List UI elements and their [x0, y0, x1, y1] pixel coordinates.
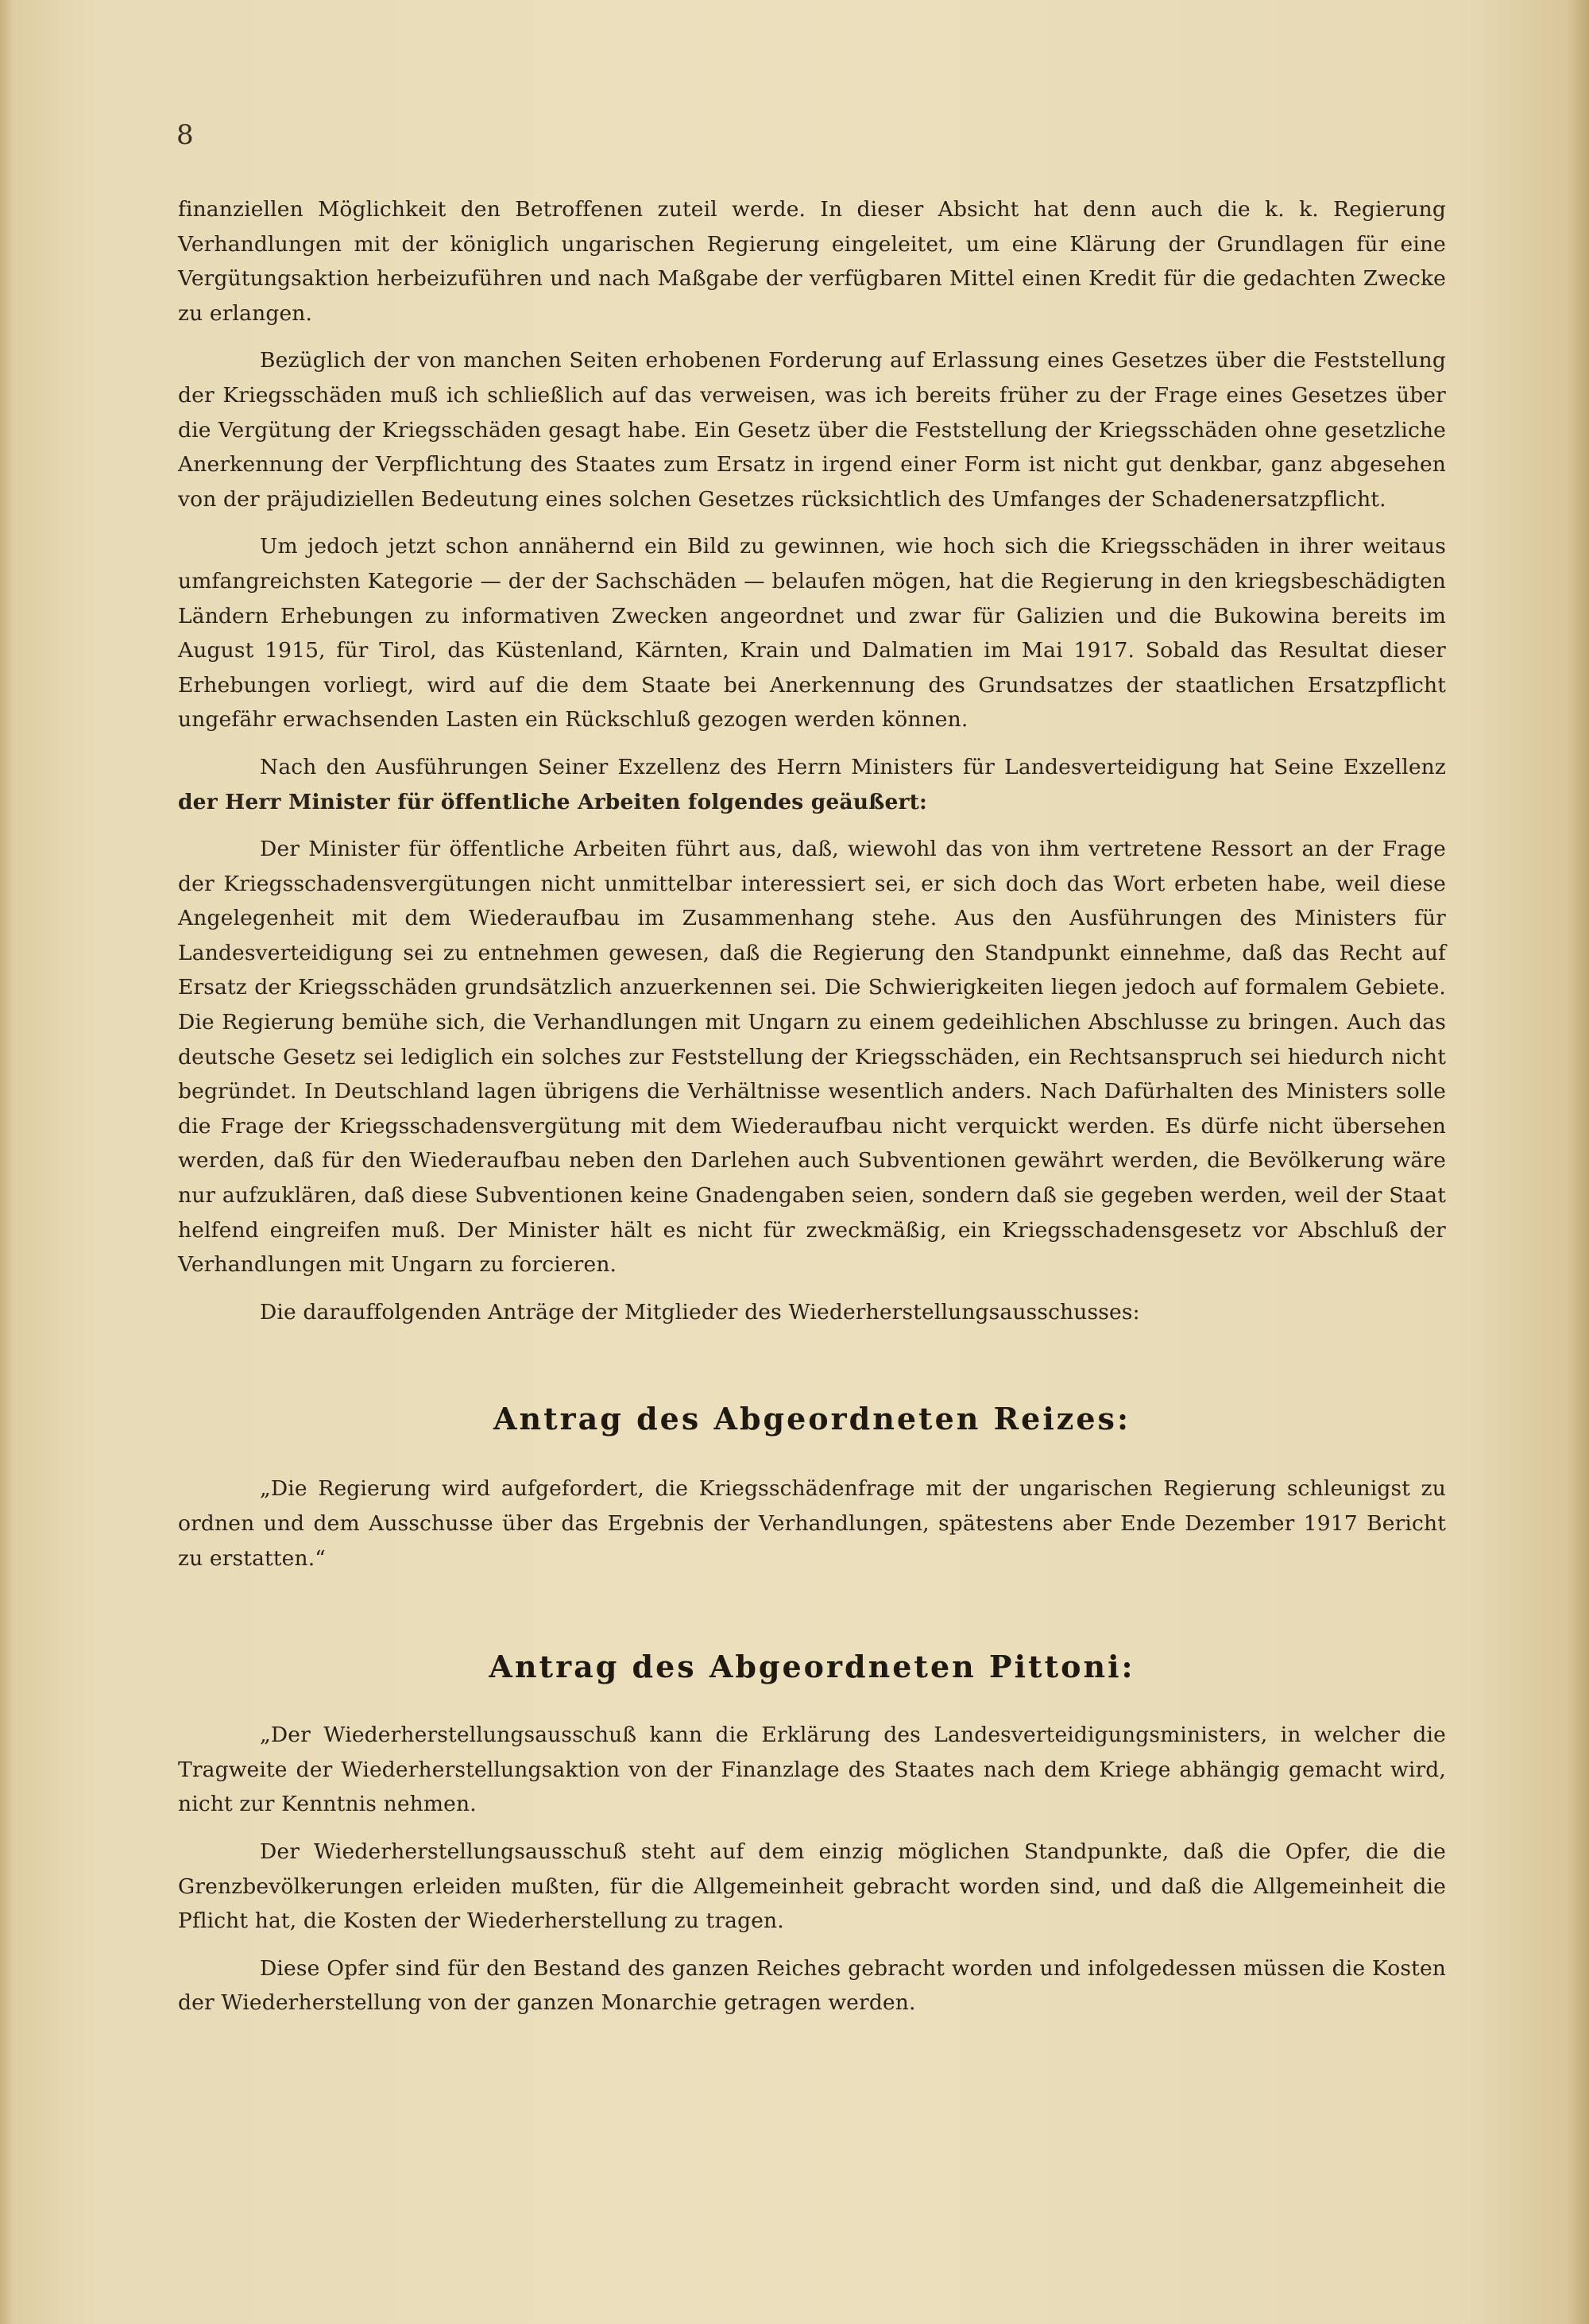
- motion-pittoni-paragraph-3: Diese Opfer sind für den Bestand des ganzen Reiches gebracht worden und infolgedessen müssen die Kosten der Wiederherstellung von der ganzen Monarchie getragen werden.: [178, 1955, 1446, 2016]
- minister-intro-text: Nach den Ausführungen Seiner Exzellenz des Herrn Ministers für Landesverteidigung hat Seine Exzellenz: [260, 754, 1446, 779]
- paragraph-motions-intro: Die darauffolgenden Anträge der Mitglieder des Wiederherstellungsausschusses:: [260, 1299, 1140, 1324]
- motion-reizes-text: „Die Regierung wird aufgefordert, die Kriegsschädenfrage mit der ungarischen Regierung schleunigst zu ordnen und dem Ausschusse über das Ergebnis der Verhandlungen, spätestens aber Ende Dezember 1917 Bericht zu erstatten.“: [178, 1476, 1446, 1571]
- motion-pittoni-paragraph-2: Der Wiederherstellungsausschuß steht auf dem einzig möglichen Standpunkte, daß die Opfer, die die Grenzbevölkerungen erleiden mußten, für die Allgemeinheit gebracht worden sind, und daß die Allgemeinheit die Pflicht hat, die Kosten der Wiederherstellung zu tragen.: [178, 1839, 1446, 1934]
- motion-reizes-heading: Antrag des Abgeordneten Reizes:: [493, 1401, 1131, 1437]
- motion-pittoni-paragraph-1: „Der Wiederherstellungsausschuß kann die Erklärung des Landesverteidigungsministers, in welcher die Tragweite der Wiederherstellungsaktion von der Finanzlage des Staates nach dem Kriege abhängig gemacht wird, nicht zur Kenntnis nehmen.: [178, 1723, 1446, 1817]
- page-right-shadow: [1567, 0, 1589, 2324]
- minister-intro-bold: der Herr Minister für öffentliche Arbeiten folgendes geäußert:: [178, 789, 927, 814]
- page-left-shadow: [0, 0, 14, 2324]
- paragraph-war-damage-law: Bezüglich der von manchen Seiten erhobenen Forderung auf Erlassung eines Gesetzes über die Feststellung der Kriegsschäden muß ich schließlich auf das verweisen, was ich bereits früher zu der Frage eines Gesetzes über die Vergütung der Kriegsschäden gesagt habe. Ein Gesetz über die Feststellung der Kriegsschäden ohne gesetzliche Anerkennung der Verpflichtung des Staates zum Ersatz in irgend einer Form ist nicht gut denkbar, ganz abgesehen von der präjudiziellen Bedeutung eines solchen Gesetzes rücksichtlich des Umfanges der Schadenersatzpflicht.: [178, 348, 1446, 512]
- body-text: [178, 192, 1446, 2033]
- paragraph-minister-statement: Der Minister für öffentliche Arbeiten führt aus, daß, wiewohl das von ihm vertretene Ressort an der Frage der Kriegsschadensvergütungen nicht unmittelbar interessiert sei, er sich doch das Wort erbeten habe, weil diese Angelegenheit mit dem Wiederaufbau im Zusammenhang stehe. Aus den Ausführungen des Ministers für Landesverteidigung sei zu entnehmen gewesen, daß die Regierung den Standpunkt einnehme, daß das Recht auf Ersatz der Kriegsschäden grundsätzlich anzuerkennen sei. Die Schwierigkeiten liegen jedoch auf formalem Gebiete. Die Regierung bemühe sich, die Verhandlungen mit Ungarn zu einem gedeihlichen Abschlusse zu bringen. Auch das deutsche Gesetz sei lediglich ein solches zur Feststellung der Kriegsschäden, ein Rechtsanspruch sei hiedurch nicht begründet. In Deutschland lagen übrigens die Verhältnisse wesentlich anders. Nach Dafürhalten des Ministers solle die Frage der Kriegsschadensvergütung mit dem Wiederaufbau nicht verquickt werden. Es dürfe nicht übersehen werden, daß für den Wiederaufbau neben den Darlehen auch Subventionen gewährt werden, die Bevölkerung wäre nur aufzuklären, daß diese Subventionen keine Gnadengaben seien, sondern daß sie gegeben werden, weil der Staat helfend eingreifen muß. Der Minister hält es nicht für zweckmäßig, ein Kriegsschadensgesetz vor Abschluß der Verhandlungen mit Ungarn zu forcieren.: [178, 837, 1446, 1278]
- paragraph-damage-survey: Um jedoch jetzt schon annähernd ein Bild zu gewinnen, wie hoch sich die Kriegsschäden in ihrer weitaus umfangreichsten Kategorie — der der Sachschäden — belaufen mögen, hat die Regierung in den kriegsbeschädigten Ländern Erhebungen zu informativen Zwecken angeordnet und zwar für Galizien und die Bukowina bereits im August 1915, für Tirol, das Küstenland, Kärnten, Krain und Dalmatien im Mai 1917. Sobald das Resultat dieser Erhebungen vorliegt, wird auf die dem Staate bei Anerkennung des Grundsatzes der staatlichen Ersatzpflicht ungefähr erwachsenden Lasten ein Rückschluß gezogen werden können.: [178, 534, 1446, 733]
- paragraph-minister-intro: [178, 750, 1446, 819]
- paragraph-continuation: finanziellen Möglichkeit den Betroffenen zuteil werde. In dieser Absicht hat denn auch die k. k. Regierung Verhandlungen mit der königlich ungarischen Regierung eingeleitet, um eine Klärung der Grundlagen für eine Vergütungsaktion herbeizuführen und nach Maßgabe der verfügbaren Mittel einen Kredit für die gedachten Zwecke zu erlangen.: [178, 197, 1446, 326]
- motion-pittoni-heading: Antrag des Abgeordneten Pittoni:: [489, 1649, 1135, 1685]
- page-number: 8: [176, 119, 194, 151]
